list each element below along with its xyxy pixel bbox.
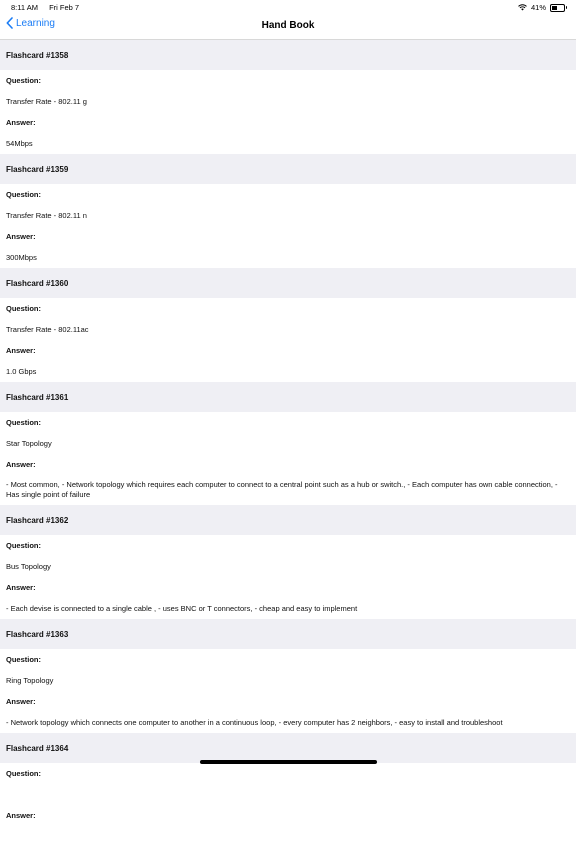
status-time: 8:11 AM bbox=[11, 3, 38, 12]
answer-label: Answer: bbox=[6, 697, 36, 706]
flashcard-list[interactable] bbox=[0, 40, 576, 847]
status-bar bbox=[0, 0, 576, 14]
flashcard bbox=[0, 154, 576, 268]
answer-label: Answer: bbox=[6, 811, 36, 820]
answer-label: Answer: bbox=[6, 583, 36, 592]
flashcard-title: Flashcard #1361 bbox=[0, 382, 576, 412]
flashcard bbox=[0, 268, 576, 382]
flashcard-body bbox=[0, 184, 576, 268]
question-label: Question: bbox=[6, 76, 41, 85]
flashcard bbox=[0, 619, 576, 733]
question-text: Bus Topology bbox=[6, 562, 51, 571]
question-text: Transfer Rate - 802.11 g bbox=[6, 97, 87, 106]
answer-text: 54Mbps bbox=[6, 139, 33, 148]
battery-fill bbox=[552, 6, 557, 10]
answer-text: 1.0 Gbps bbox=[6, 367, 37, 376]
question-label: Question: bbox=[6, 190, 41, 199]
home-indicator bbox=[200, 760, 377, 764]
flashcard-body bbox=[0, 70, 576, 154]
battery-icon bbox=[550, 4, 565, 12]
flashcard-body bbox=[0, 412, 576, 505]
answer-label: Answer: bbox=[6, 118, 36, 127]
flashcard bbox=[0, 382, 576, 505]
question-text bbox=[6, 784, 570, 805]
flashcard bbox=[0, 733, 576, 847]
flashcard-title: Flashcard #1358 bbox=[0, 40, 576, 70]
answer-label: Answer: bbox=[6, 346, 36, 355]
status-right bbox=[518, 3, 565, 12]
flashcard-title: Flashcard #1359 bbox=[0, 154, 576, 184]
answer-text: 300Mbps bbox=[6, 253, 37, 262]
question-text: Transfer Rate - 802.11 n bbox=[6, 211, 87, 220]
answer-label: Answer: bbox=[6, 232, 36, 241]
flashcard-body bbox=[0, 298, 576, 382]
question-label: Question: bbox=[6, 418, 41, 427]
navigation-bar bbox=[0, 14, 576, 40]
flashcard bbox=[0, 40, 576, 154]
question-label: Question: bbox=[6, 304, 41, 313]
flashcard-title: Flashcard #1364 bbox=[0, 733, 576, 763]
question-label: Question: bbox=[6, 655, 41, 664]
question-text: Ring Topology bbox=[6, 676, 54, 685]
flashcard-title: Flashcard #1363 bbox=[0, 619, 576, 649]
status-left bbox=[11, 3, 88, 12]
flashcard-body bbox=[0, 649, 576, 733]
answer-text bbox=[6, 826, 570, 847]
question-text: Transfer Rate - 802.11ac bbox=[6, 325, 89, 334]
flashcard bbox=[0, 505, 576, 619]
answer-text: - Most common, - Network topology which requires each computer to connect to a central point such as a hub or switch., - Each computer has own cable connection, - Has single point of failure bbox=[6, 480, 558, 499]
status-date: Fri Feb 7 bbox=[49, 3, 80, 12]
wifi-icon bbox=[518, 4, 527, 11]
flashcard-title: Flashcard #1360 bbox=[0, 268, 576, 298]
back-button-label: Learning bbox=[16, 17, 55, 29]
flashcard-body bbox=[0, 535, 576, 619]
flashcard-title: Flashcard #1362 bbox=[0, 505, 576, 535]
question-label: Question: bbox=[6, 769, 41, 778]
answer-text: - Each devise is connected to a single cable , - uses BNC or T connectors, - cheap and easy to implement bbox=[6, 604, 358, 613]
question-text: Star Topology bbox=[6, 439, 52, 448]
answer-label: Answer: bbox=[6, 460, 36, 469]
page-title: Hand Book bbox=[261, 20, 315, 31]
battery-percent: 41% bbox=[530, 3, 546, 12]
answer-text: - Network topology which connects one computer to another in a continuous loop, - every computer has 2 neighbors, - easy to install and troubleshoot bbox=[6, 718, 503, 727]
question-label: Question: bbox=[6, 541, 41, 550]
flashcard-body bbox=[0, 763, 576, 847]
